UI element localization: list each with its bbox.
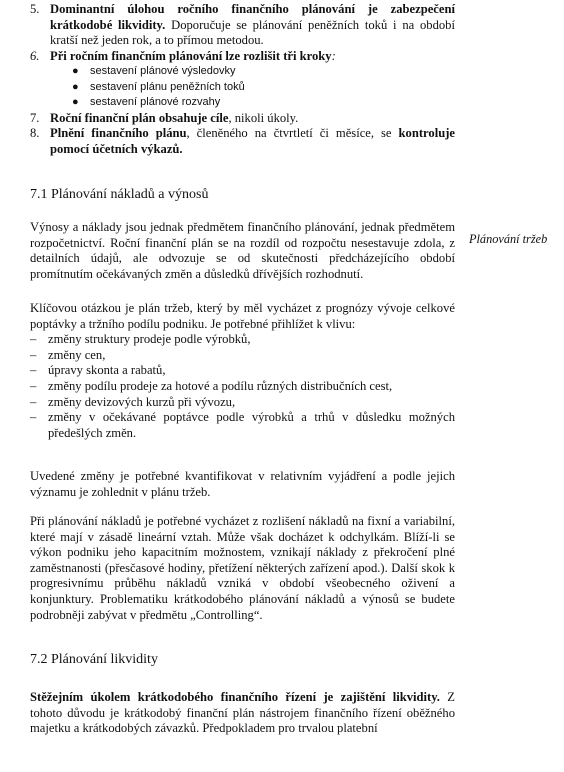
- numbered-list: [30, 2, 455, 157]
- paragraph-text: Z tohoto důvodu je krátkodobý finanční plán nástrojem finančního řízení oběžného majetku a krátkodobých závazků. Předpokladem pro trvalou platební: [30, 690, 456, 736]
- dash-icon: –: [30, 394, 37, 409]
- list-item-text: změny podílu prodeje za hotové a podílu různých distribučních cest,: [48, 378, 393, 393]
- list-item-bold: Plnění finančního plánu: [50, 126, 187, 141]
- list-number: 8.: [30, 126, 40, 141]
- list-number: 5.: [30, 2, 40, 16]
- step-item: [50, 80, 455, 95]
- list-item-text: , členěného na čtvrtletí či měsíce, se: [186, 126, 399, 141]
- step-text: sestavení plánové rozvahy: [90, 96, 221, 109]
- bullet-icon: ●: [72, 80, 79, 93]
- list-number: 7.: [30, 110, 40, 125]
- list-item-text: změny cen,: [48, 347, 106, 362]
- step-text: sestavení plánu peněžních toků: [90, 80, 245, 93]
- list-item: [30, 410, 455, 441]
- list-item: [30, 126, 455, 157]
- section-7-1-quantify: [30, 469, 455, 500]
- margin-note: Plánování tržeb: [469, 232, 548, 246]
- bullet-icon: ●: [72, 65, 79, 78]
- section-7-1-body: [30, 220, 455, 282]
- list-item: [30, 363, 455, 379]
- paragraph: Výnosy a náklady jsou jednak předmětem finančního plánování, jednak předmětem rozpočetnictví. Roční finanční plán se na rozdíl od rozpočtu nesestavuje zdola, z detailních údajů, ale odvozuje se od skutečnosti předcházejícího období promítnutím očekávaných změn a důsledků dřívějších rozhodnutí.: [30, 220, 455, 281]
- paragraph: [30, 690, 455, 737]
- list-item-text: změny struktury prodeje podle výrobků,: [48, 332, 251, 347]
- section-heading-7-1: 7.1 Plánování nákladů a výnosů: [30, 187, 209, 202]
- list-item: [30, 49, 455, 111]
- section-7-1-sales: [30, 301, 455, 441]
- list-item: [30, 332, 455, 348]
- section-heading-7-2: 7.2 Plánování likvidity: [30, 652, 158, 667]
- list-item-bold: Roční finanční plán obsahuje cíle: [50, 110, 229, 125]
- bullet-icon: ●: [72, 96, 79, 109]
- paragraph: Klíčovou otázkou je plán tržeb, který by měl vycházet z prognózy vývoje celkové poptávky a tržního podílu podniku. Je potřebné přihlížet k vlivu:: [30, 301, 455, 331]
- dash-icon: –: [30, 378, 37, 393]
- changes-list: [30, 332, 455, 441]
- section-7-1-costs: [30, 514, 455, 623]
- list-item-text: změny devizových kurzů při vývozu,: [48, 394, 236, 409]
- paragraph: Při plánování nákladů je potřebné vycházet z rozlišení nákladů na fixní a variabilní, které mají v zásadě lineární vztah. Může však docházet k odchylkám. Blíží-li se výkon podniku jeho kapacitním možnostem, vznikají náklady z překročení plné zaměstnanosti (přesčasové hodiny, přetížení některých zařízení apod.). Další skok k progresivnímu průběhu nákladů vzniká v období všeobecného oživení a konjunktury. Problematiku krátkodobého plánování nákladů a výnosů se budete podrobněji zabývat v předmětu „Controlling“.: [30, 514, 455, 622]
- dash-icon: –: [30, 410, 37, 425]
- section-7-2-body: [30, 690, 455, 737]
- paragraph-bold: Stěžejním úkolem krátkodobého finančního řízení je zajištění likvidity.: [30, 690, 440, 704]
- list-item-bold: Dominantní úlohou ročního finančního plánování je zabezpečení krátkodobé likvidity.: [50, 2, 455, 32]
- step-item: [50, 64, 455, 79]
- list-number: 6.: [30, 48, 40, 63]
- list-item-text: úpravy skonta a rabatů,: [48, 363, 166, 378]
- list-item-text: , nikoli úkoly.: [228, 110, 299, 125]
- dash-icon: –: [30, 363, 37, 378]
- paragraph: Uvedené změny je potřebné kvantifikovat v relativním vyjádření a podle jejich významu je zohlednit v plánu tržeb.: [30, 469, 455, 499]
- list-item: [30, 2, 455, 49]
- list-item-bold-2: kontroluje pomocí účetních výkazů.: [50, 126, 455, 156]
- dash-icon: –: [30, 347, 37, 362]
- list-item: [30, 348, 455, 364]
- steps-list: [50, 64, 455, 110]
- list-item-text: Doporučuje se plánování peněžních toků i na období kratší než jeden rok, a to přímou metodou.: [50, 17, 455, 48]
- list-item-bold: Při ročním finančním plánování lze rozlišit tři kroky: [50, 48, 332, 63]
- list-item: [30, 379, 455, 395]
- step-item: [50, 95, 455, 110]
- list-item: [30, 111, 455, 127]
- step-text: sestavení plánové výsledovky: [90, 65, 236, 78]
- dash-icon: –: [30, 332, 37, 347]
- list-item-text: změny v očekávané poptávce podle výrobků a trhů v důsledku možných předešlých změn.: [48, 410, 455, 440]
- list-item-text: :: [331, 48, 336, 63]
- list-item: [30, 395, 455, 411]
